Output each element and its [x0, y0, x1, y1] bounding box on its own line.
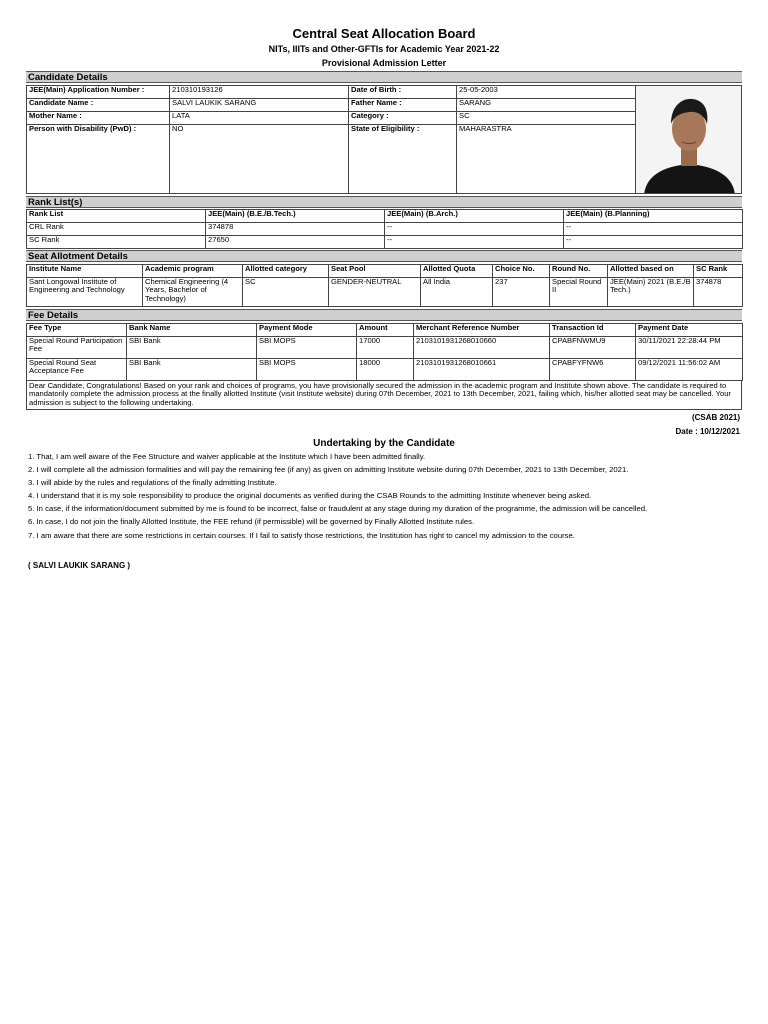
fee-cell: SBI MOPS: [257, 337, 357, 359]
list-item: 6. In case, I do not join the finally Allotted Institute, the FEE refund (if permissible) will be governed by Finally Allotted Institute rules.: [28, 517, 475, 527]
candidate-name-value: SALVI LAUKIK SARANG: [170, 99, 349, 112]
dob-value: 25-05-2003: [457, 86, 636, 99]
undertaking-list: [28, 453, 740, 545]
fee-cell: SBI MOPS: [257, 359, 357, 381]
seat-header: Seat Pool: [329, 265, 421, 278]
seat-header: Allotted Quota: [421, 265, 493, 278]
institute-name: Sant Longowal Institute of Engineering and Technology: [27, 278, 143, 307]
undertaking-title: Undertaking by the Candidate: [313, 438, 455, 449]
rank-header-list: Rank List: [27, 210, 206, 223]
section-seat-allotment: Seat Allotment Details: [26, 250, 742, 262]
seat-header: SC Rank: [694, 265, 743, 278]
fee-cell: 17000: [357, 337, 414, 359]
fee-header: Merchant Reference Number: [414, 324, 550, 337]
list-item: 3. I will abide by the rules and regulations of the finally admitting Institute.: [28, 478, 277, 488]
mother-name-label: Mother Name :: [27, 112, 170, 125]
app-no-label: JEE(Main) Application Number :: [27, 86, 170, 99]
pwd-label: Person with Disability (PwD) :: [27, 125, 170, 194]
seat-table: [26, 264, 743, 307]
fee-header: Bank Name: [127, 324, 257, 337]
seat-header: Allotted category: [243, 265, 329, 278]
seat-pool: GENDER-NEUTRAL: [329, 278, 421, 307]
fee-cell: Special Round Participation Fee: [27, 337, 127, 359]
section-fee-details: Fee Details: [26, 309, 742, 321]
father-name-label: Father Name :: [349, 99, 457, 112]
dob-label: Date of Birth :: [349, 86, 457, 99]
section-rank-list: Rank List(s): [26, 196, 742, 208]
issuer-label: (CSAB 2021): [691, 413, 740, 422]
fee-header: Fee Type: [27, 324, 127, 337]
allotted-category: SC: [243, 278, 329, 307]
seat-header: Academic program: [143, 265, 243, 278]
letter-title: Provisional Admission Letter: [321, 58, 447, 68]
fee-table: [26, 323, 743, 381]
section-candidate-details: Candidate Details: [26, 71, 742, 83]
fee-cell: Special Round Seat Acceptance Fee: [27, 359, 127, 381]
allotted-quota: All India: [421, 278, 493, 307]
list-item: 4. I understand that it is my sole responsibility to produce the original documents as verified during the CSAB Rounds to the admitting Institute whenever being asked.: [28, 491, 592, 501]
rank-cell: 374878: [206, 223, 385, 236]
table-row: [27, 278, 743, 307]
allotted-based-on: JEE(Main) 2021 (B.E./B Tech.): [608, 278, 694, 307]
table-row: [27, 337, 743, 359]
fee-cell: 30/11/2021 22:28:44 PM: [636, 337, 743, 359]
fee-cell: 2103101931268010661: [414, 359, 550, 381]
app-no-value: 210310193126: [170, 86, 349, 99]
mother-name-value: LATA: [170, 112, 349, 125]
fee-cell: CPABFNWMU9: [550, 337, 636, 359]
rank-cell: CRL Rank: [27, 223, 206, 236]
sc-rank: 374878: [694, 278, 743, 307]
fee-cell: 2103101931268010660: [414, 337, 550, 359]
choice-no: 237: [493, 278, 550, 307]
table-row: [27, 223, 743, 236]
fee-cell: SBI Bank: [127, 337, 257, 359]
fee-cell: CPABFYFNW6: [550, 359, 636, 381]
candidate-photo-image: [636, 86, 742, 194]
board-subtitle: NITs, IIITs and Other-GFTIs for Academic Year 2021-22: [268, 44, 500, 54]
table-row: [27, 359, 743, 381]
fee-header: Payment Mode: [257, 324, 357, 337]
pwd-value: NO: [170, 125, 349, 194]
candidate-photo: [635, 85, 742, 194]
seat-header: Institute Name: [27, 265, 143, 278]
fee-cell: 18000: [357, 359, 414, 381]
board-title: Central Seat Allocation Board: [292, 26, 476, 41]
list-item: 2. I will complete all the admission formalities and will pay the remaining fee (if any) as given on admitting Institute website during 07th December, 2021 to 13th December, 2021.: [28, 465, 629, 475]
seat-header: Allotted based on: [608, 265, 694, 278]
rank-header-btech: JEE(Main) (B.E./B.Tech.): [206, 210, 385, 223]
candidate-table: [26, 85, 636, 194]
seat-header: Choice No.: [493, 265, 550, 278]
state-value: MAHARASTRA: [457, 125, 636, 194]
rank-table: [26, 209, 743, 249]
table-row: [27, 236, 743, 249]
father-name-value: SARANG: [457, 99, 636, 112]
category-value: SC: [457, 112, 636, 125]
candidate-signature-name: ( SALVI LAUKIK SARANG ): [28, 561, 131, 570]
rank-cell: --: [564, 223, 743, 236]
rank-cell: --: [385, 223, 564, 236]
list-item: 7. I am aware that there are some restrictions in certain courses. If I fail to satisfy those restrictions, the Institution has right to cancel my admission to the course.: [28, 530, 575, 540]
state-label: State of Eligibility :: [349, 125, 457, 194]
fee-header: Amount: [357, 324, 414, 337]
rank-header-bplanning: JEE(Main) (B.Planning): [564, 210, 743, 223]
academic-program: Chemical Engineering (4 Years, Bachelor of Technology): [143, 278, 243, 307]
round-no: Special Round II: [550, 278, 608, 307]
rank-cell: --: [564, 236, 743, 249]
congratulation-message: Dear Candidate, Congratulations! Based on your rank and choices of programs, you have provisionally secured the admission in the academic program and Institute shown above. The candidate is required to mandatorily complete the admission process at the finally allotted Institute (visit Institute website) during 07th December, 2021 to 13th December, 2021, failing which, his/her allotted seat may be cancelled. Your admission is subject to the following undertaking.: [26, 380, 742, 410]
rank-cell: SC Rank: [27, 236, 206, 249]
letter-date: Date : 10/12/2021: [675, 427, 740, 436]
candidate-name-label: Candidate Name :: [27, 99, 170, 112]
list-item: 1. That, I am well aware of the Fee Structure and waiver applicable at the Institute which I have been admitted finally.: [28, 452, 426, 461]
list-item: 5. In case, if the information/document submitted by me is found to be incorrect, false or fraudulent at any stage during my duration of the programme, the admission will be cancelled.: [28, 504, 648, 514]
fee-header: Payment Date: [636, 324, 743, 337]
fee-cell: 09/12/2021 11:56:02 AM: [636, 359, 743, 381]
rank-header-barch: JEE(Main) (B.Arch.): [385, 210, 564, 223]
rank-cell: 27650: [206, 236, 385, 249]
rank-cell: --: [385, 236, 564, 249]
category-label: Category :: [349, 112, 457, 125]
fee-cell: SBI Bank: [127, 359, 257, 381]
fee-header: Transaction Id: [550, 324, 636, 337]
seat-header: Round No.: [550, 265, 608, 278]
